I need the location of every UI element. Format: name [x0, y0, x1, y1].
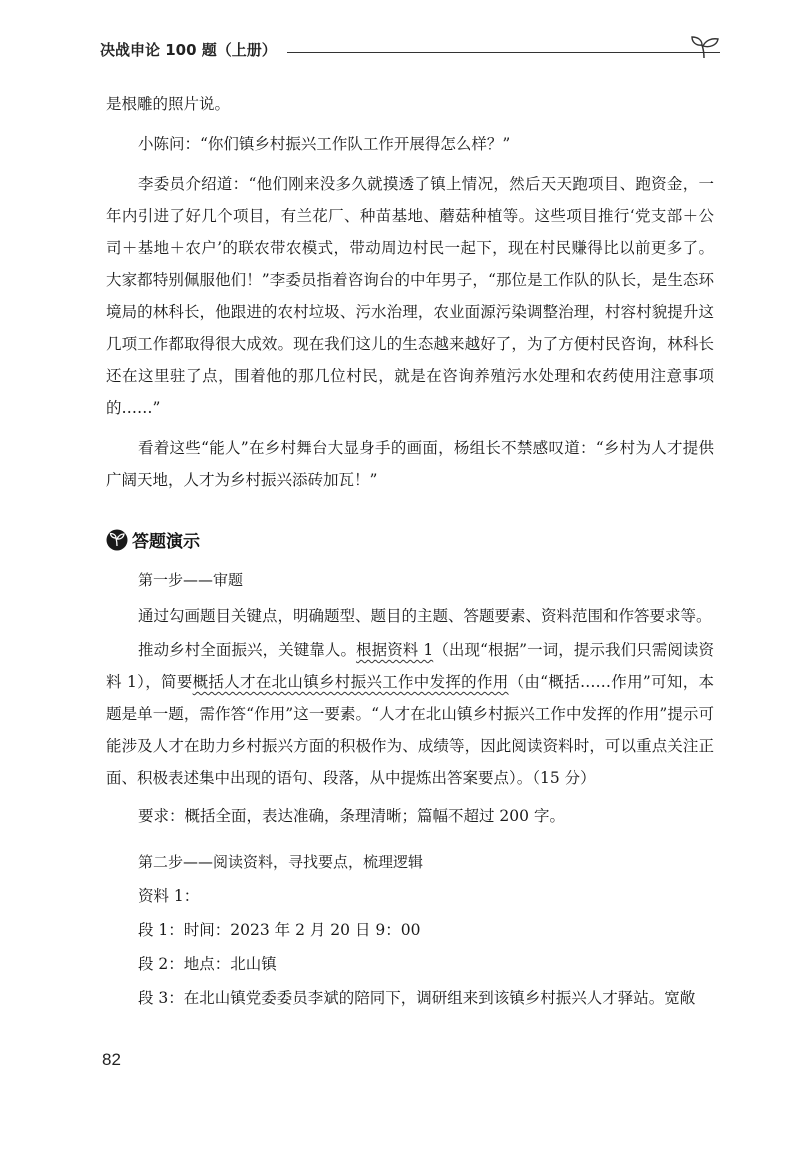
requirement: 要求：概括全面，表达准确，条理清晰；篇幅不超过 200 字。	[138, 807, 565, 825]
sprout-icon	[690, 34, 720, 60]
keyword-material: 根据资料 1	[356, 641, 434, 659]
intro-tail: 是根雕的照片说。	[106, 95, 231, 113]
header-rule	[287, 52, 720, 53]
keyword-task: 概括人才在北山镇乡村振兴工作中发挥的作用	[192, 673, 509, 691]
closing-paragraph: 看着这些“能人”在乡村舞台大显身手的画面，杨组长不禁感叹道：“乡村为人才提供广阔天地，人才为乡村振兴添砖加瓦！”	[106, 439, 714, 489]
running-header	[100, 36, 720, 62]
step1-paragraph-1: 通过勾画题目关键点，明确题型、题目的主题、答题要素、资料范围和作答要求等。	[138, 607, 712, 625]
step1-paragraph-2	[106, 634, 714, 794]
section-title: 答题演示	[132, 532, 200, 552]
dialog-question: 小陈问：“你们镇乡村振兴工作队工作开展得怎么样？”	[138, 135, 511, 153]
step1-title: 第一步——审题	[138, 571, 244, 589]
step2-title: 第二步——阅读资料，寻找要点，梳理逻辑	[138, 853, 424, 871]
step1-text-e: （由“概括……作用”可知，本题是单一题，需作答“作用”这一要素。“人才在北山镇乡村振兴工作中发挥的作用”提示可能涉及人才在助力乡村振兴方面的积极作为、成绩等，因此阅读资料时，可以重点关注正面、积极表述集中出现的语句、段落，从中提炼出答案要点）。（15 分）	[106, 673, 714, 787]
paragraph-1: 段 1：时间：2023 年 2 月 20 日 9：00	[138, 921, 421, 939]
step1-text-c: （出现“根据”一词，提示我们只需阅读资料 1），简要	[106, 641, 714, 691]
dialog-answer: 李委员介绍道：“他们刚来没多久就摸透了镇上情况，然后天天跑项目、跑资金，一年内引进了好几个项目，有兰花厂、种苗基地、蘑菇种植等。这些项目推行‘党支部＋公司＋基地＋农户’的联农带农模式，带动周边村民一起下，现在村民赚得比以前更多了。大家都特别佩服他们！”李委员指着咨询台的中年男子，“那位是工作队的队长，是生态环境局的林科长，他跟进的农村垃圾、污水治理，农业面源污染调整治理，村容村貌提升这几项工作都取得很大成效。现在我们这儿的生态越来越好了，为了方便村民咨询，林科长还在这里驻了点，围着他的那几位村民，就是在咨询养殖污水处理和农药使用注意事项的……”	[106, 175, 714, 417]
paragraph-2: 段 2：地点：北山镇	[138, 955, 277, 973]
material-label: 资料 1：	[138, 887, 200, 905]
paragraph-3: 段 3：在北山镇党委委员李斌的陪同下，调研组来到该镇乡村振兴人才驿站。宽敞	[138, 989, 696, 1007]
book-title: 决战申论 100 题（上册）	[100, 40, 277, 59]
section-header	[106, 527, 200, 552]
leaf-badge-icon	[106, 529, 128, 551]
page-number: 82	[102, 1050, 121, 1069]
step1-text-a: 推动乡村全面振兴，关键靠人。	[138, 641, 357, 659]
